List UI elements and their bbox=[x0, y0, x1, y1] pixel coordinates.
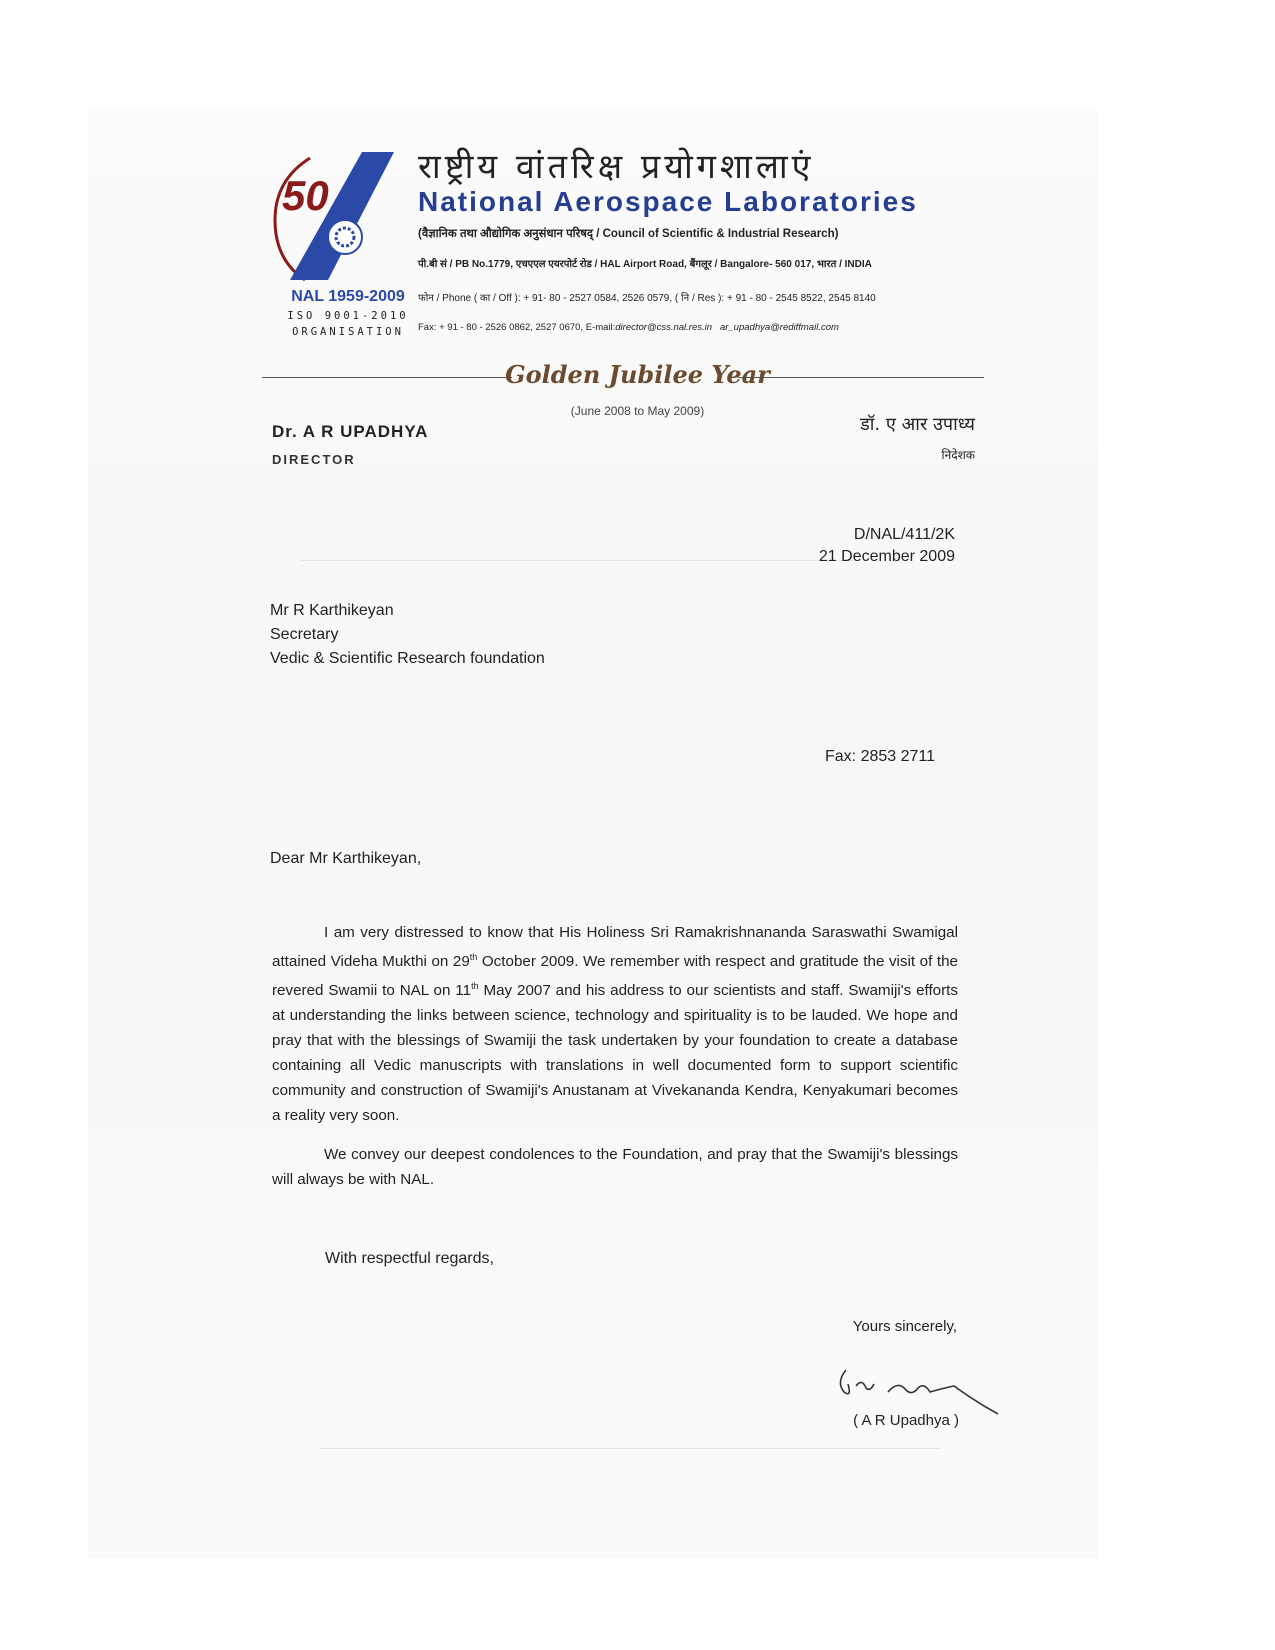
scan-artifact bbox=[320, 1448, 940, 1449]
reference-number: D/NAL/411/2K bbox=[853, 526, 955, 543]
nal-years-label: NAL 1959-2009 bbox=[291, 288, 405, 305]
sender-name-hindi: डॉ. ए आर उपाध्य bbox=[860, 414, 975, 435]
org-name-english: National Aerospace Laboratories bbox=[418, 186, 918, 217]
body-text: I am very distressed to know that His Holiness Sri Ramakrishnananda Saraswathi Swamigal attained Videha Mukthi on 29 bbox=[272, 924, 958, 971]
fax-prefix: Fax: + 91 - 80 - 2526 0862, 2527 0670, E-mail: bbox=[418, 322, 616, 333]
council-line: (वैज्ञानिक तथा औद्योगिक अनुसंधान परिषद् / Council of Scientific & Industrial Research) bbox=[418, 228, 839, 240]
recipient-fax: Fax: 2853 2711 bbox=[825, 748, 936, 765]
jubilee-period: (June 2008 to May 2009) bbox=[570, 404, 705, 418]
body-text: We convey our deepest condolences to the Foundation, and pray that the Swamiji's blessings will always be with NAL. bbox=[272, 1146, 958, 1188]
org-name-hindi: राष्ट्रीय वांतरिक्ष प्रयोगशालाएं bbox=[418, 147, 815, 187]
ordinal-suffix: th bbox=[471, 981, 479, 992]
body-paragraph-2 bbox=[272, 1142, 958, 1192]
sender-title-hindi: निदेशक bbox=[941, 448, 975, 462]
body-text: October 2009. We remember with respect and gratitude the visit of the revered Swamii to NAL on 11 bbox=[272, 953, 958, 1000]
recipient-name: Mr R Karthikeyan bbox=[270, 602, 394, 619]
closing-regards: With respectful regards, bbox=[325, 1250, 494, 1267]
letter-date: 21 December 2009 bbox=[818, 548, 955, 565]
nal-logo bbox=[270, 140, 420, 290]
recipient-title: Secretary bbox=[270, 626, 339, 643]
closing-yours-sincerely: Yours sincerely, bbox=[852, 1318, 957, 1335]
iso-label: ISO 9001-2010 bbox=[287, 310, 409, 322]
email-personal[interactable]: ar_upadhya@rediffmail.com bbox=[719, 322, 839, 333]
fax-email-line bbox=[418, 322, 839, 333]
phone-line: फोन / Phone ( का / Off ): + 91- 80 - 2527 0584, 2526 0579, ( नि / Res ): + 91 - 80 - 2545 8522, 2545 8140 bbox=[418, 293, 876, 304]
recipient-organisation: Vedic & Scientific Research foundation bbox=[270, 650, 545, 667]
sender-title: DIRECTOR bbox=[272, 452, 356, 467]
signatory-name: ( A R Upadhya ) bbox=[853, 1412, 959, 1429]
address-line: पी.बी सं / PB No.1779, एचएएल एयरपोर्ट रोड / HAL Airport Road, बैंगलूर / Bangalore- 560 017, भारत / INDIA bbox=[418, 259, 872, 270]
svg-text:50: 50 bbox=[282, 172, 329, 219]
body-paragraph-1 bbox=[272, 920, 958, 1128]
body-text: May 2007 and his address to our scientists and staff. Swamiji's efforts at understanding the links between science, technology and spirituality is to be lauded. We hope and pray that with the blessings of Swamiji the task undertaken by your foundation to create a database containing all Vedic manuscripts with translations in well documented form to support scientific community and construction of Swamiji's Anustanam at Vivekananda Kendra, Kenyakumari becomes a reality very soon. bbox=[272, 982, 958, 1125]
iso-organisation-label: ORGANISATION bbox=[292, 326, 404, 338]
scan-artifact bbox=[300, 560, 860, 561]
golden-jubilee-title: Golden Jubilee Year bbox=[505, 360, 770, 389]
email-director[interactable]: director@css.nal.res.in bbox=[615, 322, 713, 333]
ordinal-suffix: th bbox=[469, 952, 478, 962]
salutation: Dear Mr Karthikeyan, bbox=[270, 850, 422, 867]
sender-name: Dr. A R UPADHYA bbox=[272, 422, 429, 441]
